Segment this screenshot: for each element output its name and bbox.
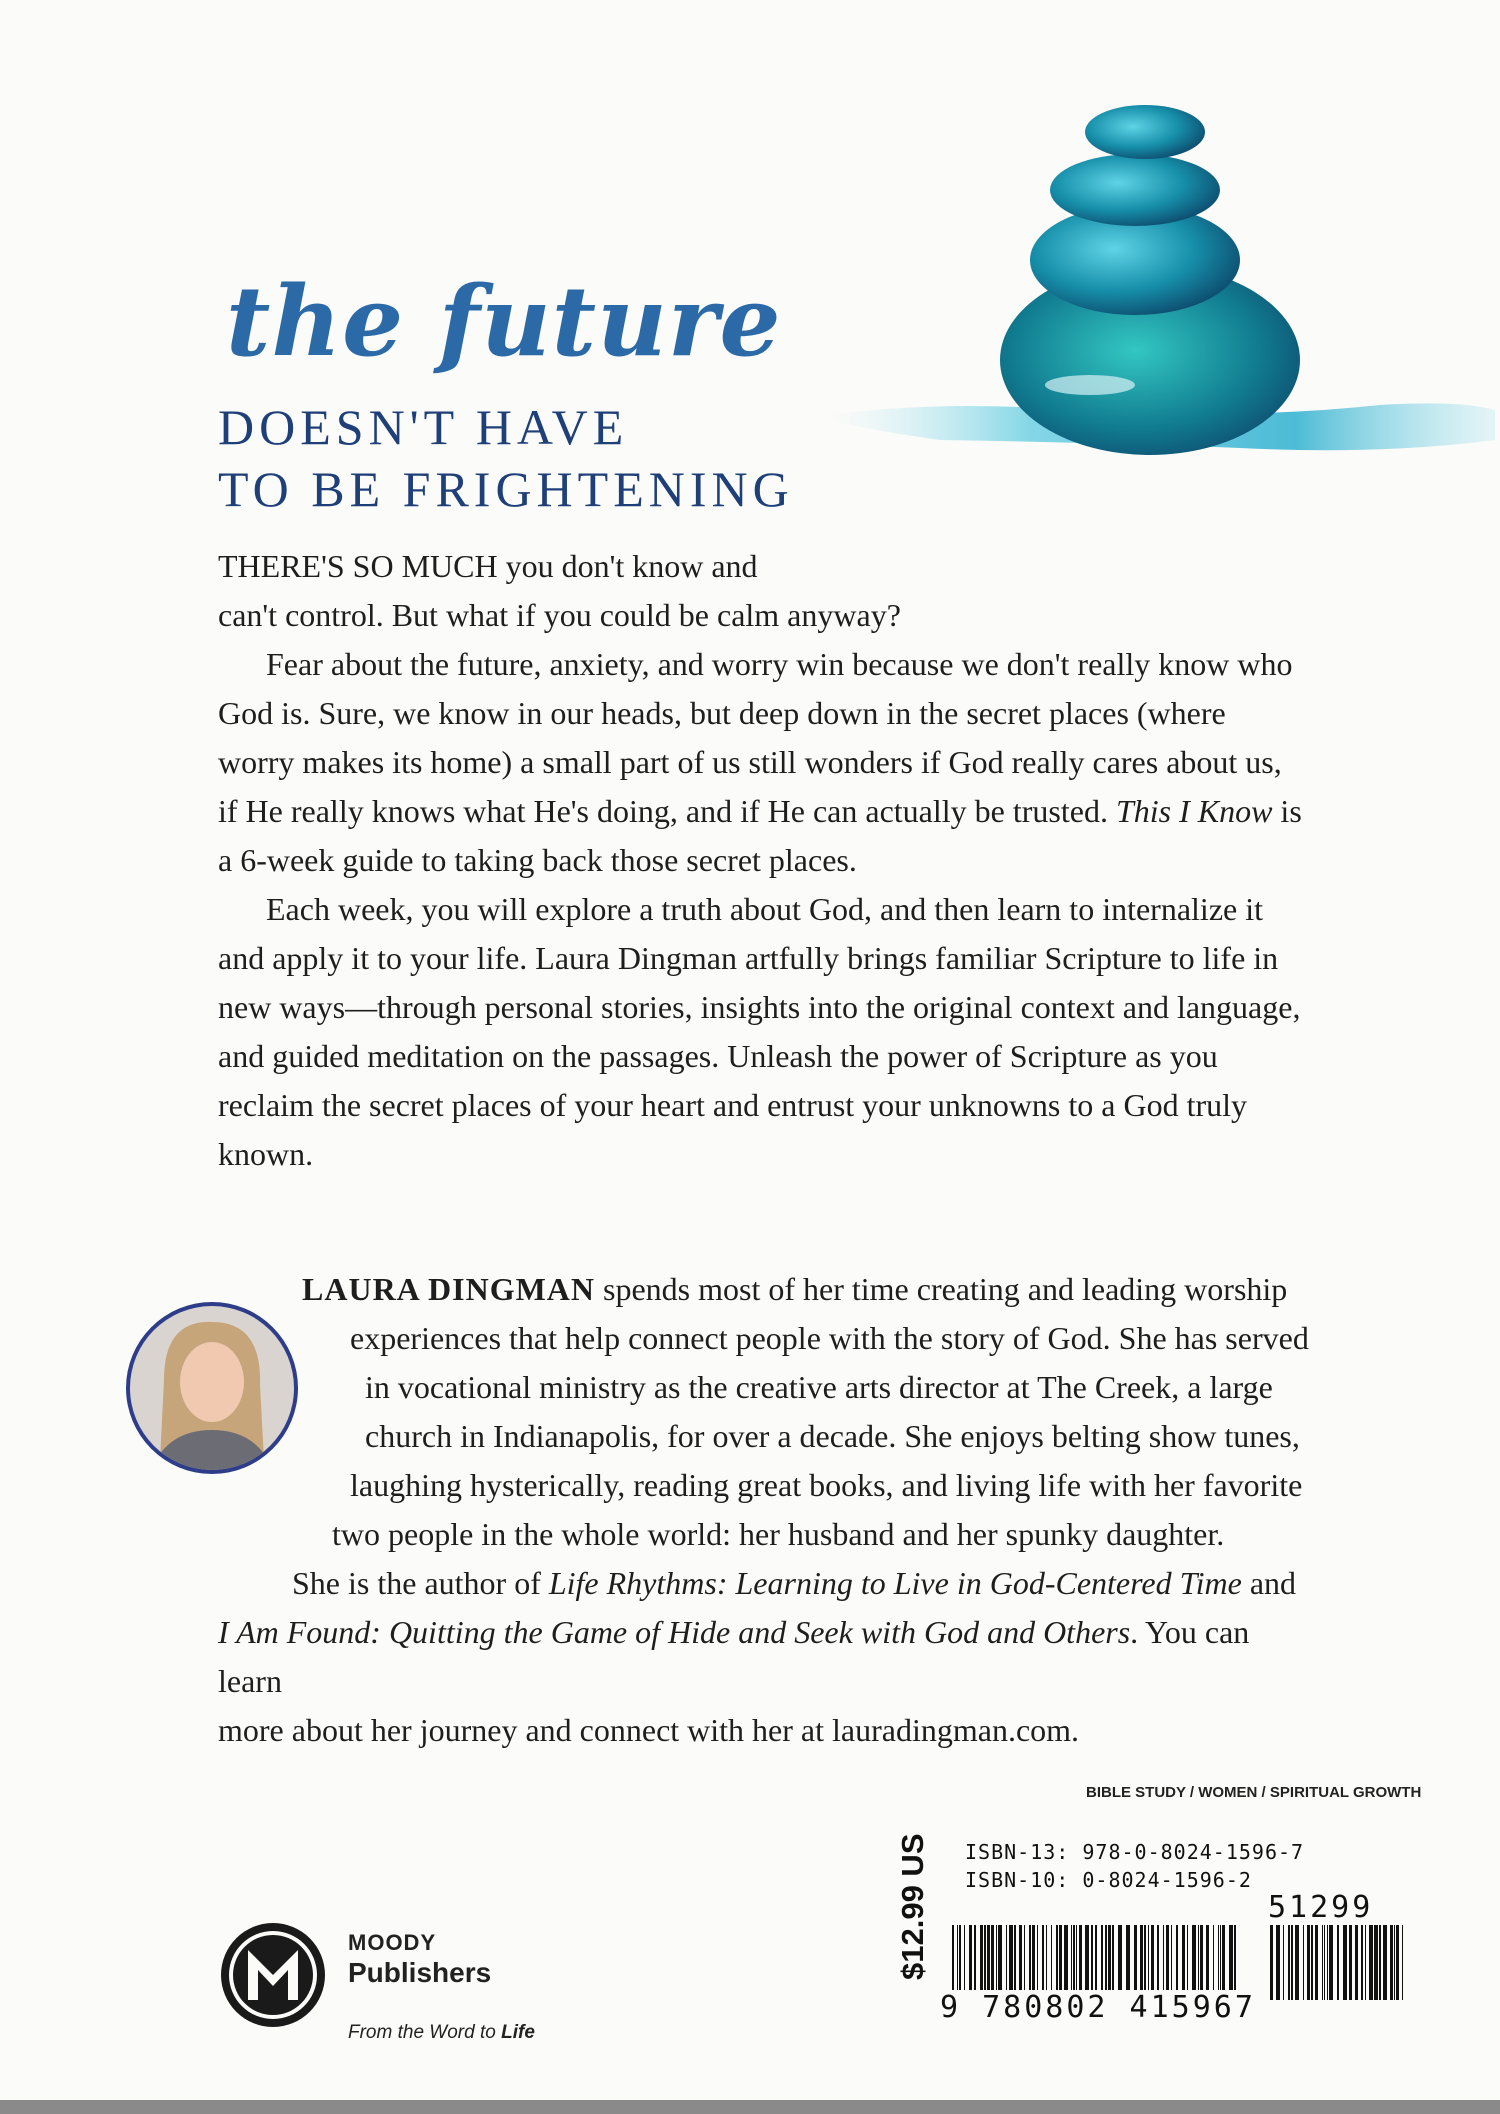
description [218,542,1308,1179]
barcode-bar [1192,1925,1196,1990]
book-title: This I Know [1115,793,1273,829]
barcode-bar [1198,1925,1199,1990]
barcode-bar [996,1925,997,1990]
bio-line-7-pre: She is the author of [292,1565,549,1601]
barcode-bar [1024,1925,1025,1990]
barcode-bar [1276,1925,1280,2000]
barcode-bar [1307,1925,1310,2000]
barcode-bar [1200,1925,1203,1990]
lead-rest: you don't know and [497,548,758,584]
barcode-bar [1213,1925,1214,1990]
barcode-bar [1291,1925,1293,2000]
book-title-1: Life Rhythms: Learning to Live in God-Centered Time [548,1565,1242,1601]
barcode-bar [980,1925,983,1990]
barcode-bar [987,1925,990,1990]
tagline-life: Life [501,2022,535,2043]
barcode-bar [1343,1925,1347,2000]
barcode-bar [1151,1925,1154,1990]
barcode-bar [1140,1925,1143,1990]
barcode-bar [1329,1925,1333,2000]
barcode-bar [1383,1925,1387,2000]
barcode-bar [998,1925,1002,1990]
barcode-bar [1283,1925,1284,2000]
barcode-bar [1073,1925,1075,1990]
barcode-bar [1085,1925,1089,1990]
barcode-bar [1163,1925,1164,1990]
headline-line-1: DOESN'T HAVE [218,399,629,455]
barcode-bar [1108,1925,1111,1990]
barcode-bar [1105,1925,1107,1990]
barcode-bar [1218,1925,1219,1990]
bio-line-2: experiences that help connect people with the story of God. She has served [350,1320,1309,1356]
barcode-bar [1029,1925,1031,1990]
barcode-bar [1402,1925,1403,2000]
bio-line-7 [292,1559,1318,1608]
barcode-bar [1014,1925,1016,1990]
tagline-pre: From the Word to [348,2022,502,2043]
barcode-bar [964,1925,965,1990]
barcode-bar [1166,1925,1169,1990]
category-label: BIBLE STUDY / WOMEN / SPIRITUAL GROWTH [1086,1784,1422,1801]
barcode-bar [1064,1925,1068,1990]
barcode-bar [1079,1925,1082,1990]
barcode-bar [1051,1925,1052,1990]
barcode-bar [1095,1925,1097,1990]
barcode-bar [1355,1925,1358,2000]
paragraph-2-rest: is a 6-week guide to taking back those secret places. [218,793,1302,878]
barcode-digits: 9 780802 415967 [940,1990,1256,2025]
bio-line-7-post: and [1241,1565,1297,1601]
barcode-bar [991,1925,994,1990]
bio-line-8 [218,1608,1318,1706]
barcode-bar [1379,1925,1381,2000]
price-code: 51299 [1268,1890,1374,1925]
barcode-bar [1234,1925,1236,1990]
barcode-bar [1206,1925,1209,1990]
barcode-bar [957,1925,958,1990]
barcode-bar [1396,1925,1399,2000]
publisher-name-line-1: MOODY [348,1930,437,1955]
barcode-bar [1220,1925,1221,1990]
barcode-bar [1134,1925,1137,1990]
barcode-bar [1349,1925,1352,2000]
barcode-bar [974,1925,976,1990]
barcode-bar [1315,1925,1318,2000]
bio-line-5: laughing hysterically, reading great books, and living life with her favorite [350,1467,1303,1503]
headline-line-2: TO BE FRIGHTENING [218,461,794,517]
barcode-bar [1118,1925,1122,1990]
barcode-bar [1032,1925,1035,1990]
barcode-bar [1144,1925,1146,1990]
paragraph-3: Each week, you will explore a truth about God, and then learn to internalize it and apply it to your life. Laura Dingman artfully brings familiar Scripture to life in new ways—through personal stories, insights into the original context and language, and guided meditation on the passages. Unleash the power of Scripture as you reclaim the secret places of your heart and entrust your unknowns to a God truly known. [218,891,1301,1172]
script-title: the future [226,265,782,378]
paragraph-2 [218,640,1308,885]
barcode-bar [1148,1925,1149,1990]
barcode-bar [1046,1925,1047,1990]
barcode-bar [1222,1925,1225,1990]
barcode-addon [1268,1925,1410,2025]
lead-caps: THERE'S SO MUCH [218,548,498,584]
barcode-bar [1394,1925,1395,2000]
barcode-bar [1390,1925,1393,2000]
paragraph-2-text: Fear about the future, anxiety, and worry win because we don't really know who God is. Sure, we know in our heads, but deep down in the secret places (where worry makes its home) a small part of us still wonders if God really cares about us, if He really knows what He's doing, and if He can actually be trusted. [218,646,1293,829]
barcode-bar [1365,1925,1366,2000]
barcode-bar [1042,1925,1044,1990]
barcode-bar [969,1925,972,1990]
barcode-bar [1324,1925,1325,2000]
bio-line-8-post: . You can learn [218,1614,1250,1699]
bio-line-9: more about her journey and connect with her at lauradingman.com. [218,1712,1080,1748]
barcode-bar [1270,1925,1273,2000]
publisher-tagline [348,2022,535,2044]
bio-line-4: church in Indianapolis, for over a decade. She enjoys belting show tunes, [365,1418,1300,1454]
isbn-10: ISBN-10: 0-8024-1596-2 [965,1868,1252,1892]
bottom-edge [0,2100,1500,2114]
lead-line-2: can't control. But what if you could be calm anyway? [218,597,901,633]
barcode-bar [1071,1925,1072,1990]
barcode-bar [1337,1925,1339,2000]
barcode-bar [1006,1925,1007,1990]
headline [218,396,794,520]
barcode-bar [1295,1925,1299,2000]
moody-logo-icon [218,1920,328,2030]
barcode-bar [1076,1925,1077,1990]
bio-line-3: in vocational ministry as the creative arts director at The Creek, a large [365,1369,1273,1405]
barcode-bar [1091,1925,1093,1990]
barcode-bar [1019,1925,1022,1990]
barcode-bar [1171,1925,1172,1990]
publisher-name-line-2: Publishers [348,1957,492,1988]
barcode-bar [959,1925,961,1990]
isbn-13: ISBN-13: 978-0-8024-1596-7 [965,1840,1305,1864]
book-title-2: I Am Found: Quitting the Game of Hide and Seek with God and Others [218,1614,1131,1650]
barcode-bar [1327,1925,1328,2000]
barcode-bar [1112,1925,1114,1990]
barcode-bar [984,1925,986,1990]
barcode-bar [1187,1925,1188,1990]
barcode-bar [1056,1925,1058,1990]
barcode-bar [1369,1925,1373,2000]
barcode-bar [1101,1925,1103,1990]
barcode-bar [1126,1925,1130,1990]
barcode-bar [1322,1925,1323,2000]
barcode-bar [1311,1925,1313,2000]
barcode-bar [1157,1925,1159,1990]
barcode-bar [1361,1925,1363,2000]
barcode-bar [952,1925,954,1990]
barcode-bar [1059,1925,1062,1990]
barcode-bar [1009,1925,1013,1990]
bio-line-6: two people in the whole world: her husband and her spunky daughter. [332,1516,1225,1552]
bio-line-1 [302,1265,1318,1314]
author-name: LAURA DINGMAN [302,1271,595,1307]
barcode-bar [1182,1925,1185,1990]
barcode-bar [1037,1925,1038,1990]
barcode-bar [1176,1925,1178,1990]
barcode-bar [1288,1925,1290,2000]
author-bio [218,1265,1318,1755]
stacked-stones-illustration [820,80,1500,510]
barcode-bar [1303,1925,1304,2000]
barcode-bar [1229,1925,1233,1990]
bio-line-1-text: spends most of her time creating and leading worship [595,1271,1288,1307]
price: $12.99 US [895,1833,930,1980]
barcode-bar [1374,1925,1378,2000]
lead-line-1 [218,542,1308,591]
